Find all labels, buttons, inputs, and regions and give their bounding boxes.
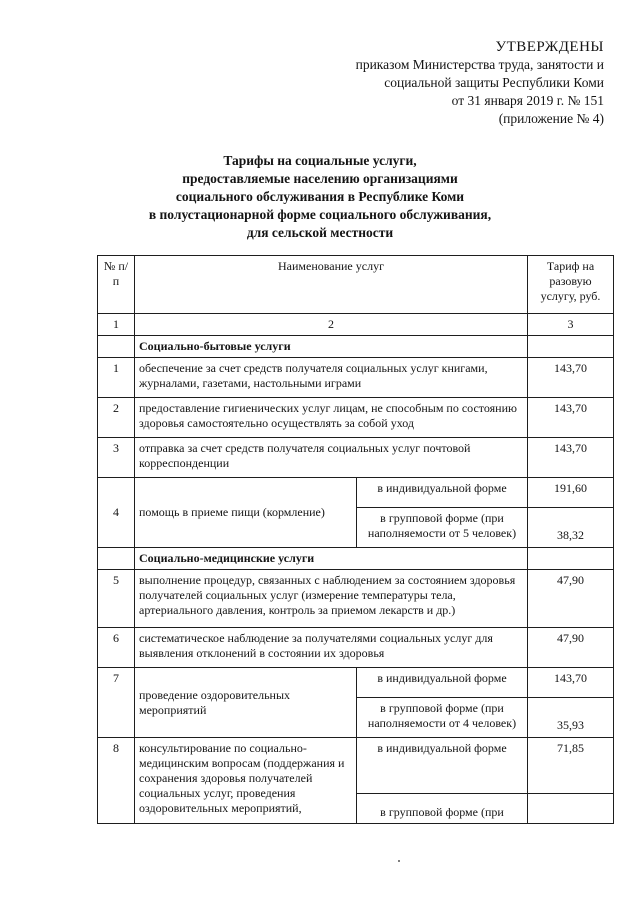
tariff-value-individual: 191,60 — [528, 478, 614, 508]
service-name: выполнение процедур, связанных с наблюдением за состоянием здоровья получателей социальных услуг (измерение температуры тела, артериального давления, контроль за приемом лекарств и др.) — [135, 570, 528, 628]
table-row — [98, 358, 614, 398]
tariff-value: 47,90 — [528, 628, 614, 668]
tariff-value-group: 38,32 — [528, 508, 614, 548]
tariff-value-group — [528, 794, 614, 824]
service-name: проведение оздоровительных мероприятий — [135, 668, 357, 738]
row-number: 4 — [98, 478, 135, 548]
tariff-table — [97, 255, 614, 824]
table-row — [98, 668, 614, 698]
table-row — [98, 398, 614, 438]
column-numbers-row — [98, 314, 614, 336]
approval-line-4: (приложение № 4) — [498, 111, 604, 126]
section-row — [98, 336, 614, 358]
title-line-2: предоставляемые населению организациями — [182, 171, 458, 186]
service-name: систематическое наблюдение за получателями социальных услуг для выявления отклонений в состоянии их здоровья — [135, 628, 528, 668]
service-form-individual: в индивидуальной форме — [357, 668, 528, 698]
tariff-value: 143,70 — [528, 358, 614, 398]
approval-block — [356, 38, 604, 128]
row-number: 6 — [98, 628, 135, 668]
document-title — [60, 152, 580, 242]
header-tariff-cell: Тариф на разовую услугу, руб. — [528, 256, 614, 314]
table-row — [98, 628, 614, 668]
tariff-value: 47,90 — [528, 570, 614, 628]
colnum-3: 3 — [528, 314, 614, 336]
section-title-household: Социально-бытовые услуги — [135, 336, 528, 358]
title-line-4: в полустационарной форме социального обслуживания, — [148, 207, 492, 222]
service-name: предоставление гигиенических услуг лицам, не способным по состоянию здоровья самостоятельно осуществлять за собой уход — [135, 398, 528, 438]
colnum-2: 2 — [135, 314, 528, 336]
tariff-value-group: 35,93 — [528, 698, 614, 738]
header-num-cell: № п/п — [98, 256, 135, 314]
title-line-3: социального обслуживания в Республике Коми — [175, 189, 465, 204]
service-name: помощь в приеме пищи (кормление) — [135, 478, 357, 548]
scan-speck — [398, 860, 400, 862]
service-form-group: в групповой форме (при — [357, 794, 528, 824]
service-name: отправка за счет средств получателя социальных услуг почтовой корреспонденции — [135, 438, 528, 478]
table-row — [98, 738, 614, 794]
table-header-row — [98, 256, 614, 314]
tariff-value-individual: 143,70 — [528, 668, 614, 698]
service-form-group: в групповой форме (при наполняемости от 5 человек) — [357, 508, 528, 548]
approval-heading: УТВЕРЖДЕНЫ — [495, 39, 604, 55]
service-form-individual: в индивидуальной форме — [357, 478, 528, 508]
header-name-cell: Наименование услуг — [135, 256, 528, 314]
row-number: 2 — [98, 398, 135, 438]
row-number: 1 — [98, 358, 135, 398]
section-row — [98, 548, 614, 570]
service-form-individual: в индивидуальной форме — [357, 738, 528, 794]
service-name: обеспечение за счет средств получателя социальных услуг книгами, журналами, газетами, настольными играми — [135, 358, 528, 398]
row-number: 7 — [98, 668, 135, 738]
tariff-value: 143,70 — [528, 398, 614, 438]
approval-line-1: приказом Министерства труда, занятости и — [355, 57, 604, 72]
table-row — [98, 478, 614, 508]
service-name: консультирование по социально-медицинским вопросам (поддержания и сохранения здоровья получателей социальных услуг, проведения оздоровительных мероприятий, — [135, 738, 357, 824]
tariff-value-individual: 71,85 — [528, 738, 614, 794]
approval-line-3: от 31 января 2019 г. № 151 — [451, 93, 604, 108]
table-row — [98, 438, 614, 478]
table-row — [98, 570, 614, 628]
colnum-1: 1 — [98, 314, 135, 336]
title-line-5: для сельской местности — [246, 225, 394, 240]
tariff-value: 143,70 — [528, 438, 614, 478]
approval-line-2: социальной защиты Республики Коми — [384, 75, 604, 90]
section-title-medical: Социально-медицинские услуги — [135, 548, 528, 570]
service-form-group: в групповой форме (при наполняемости от 4 человек) — [357, 698, 528, 738]
row-number: 8 — [98, 738, 135, 824]
title-line-1: Тарифы на социальные услуги, — [223, 153, 417, 168]
row-number: 3 — [98, 438, 135, 478]
row-number: 5 — [98, 570, 135, 628]
